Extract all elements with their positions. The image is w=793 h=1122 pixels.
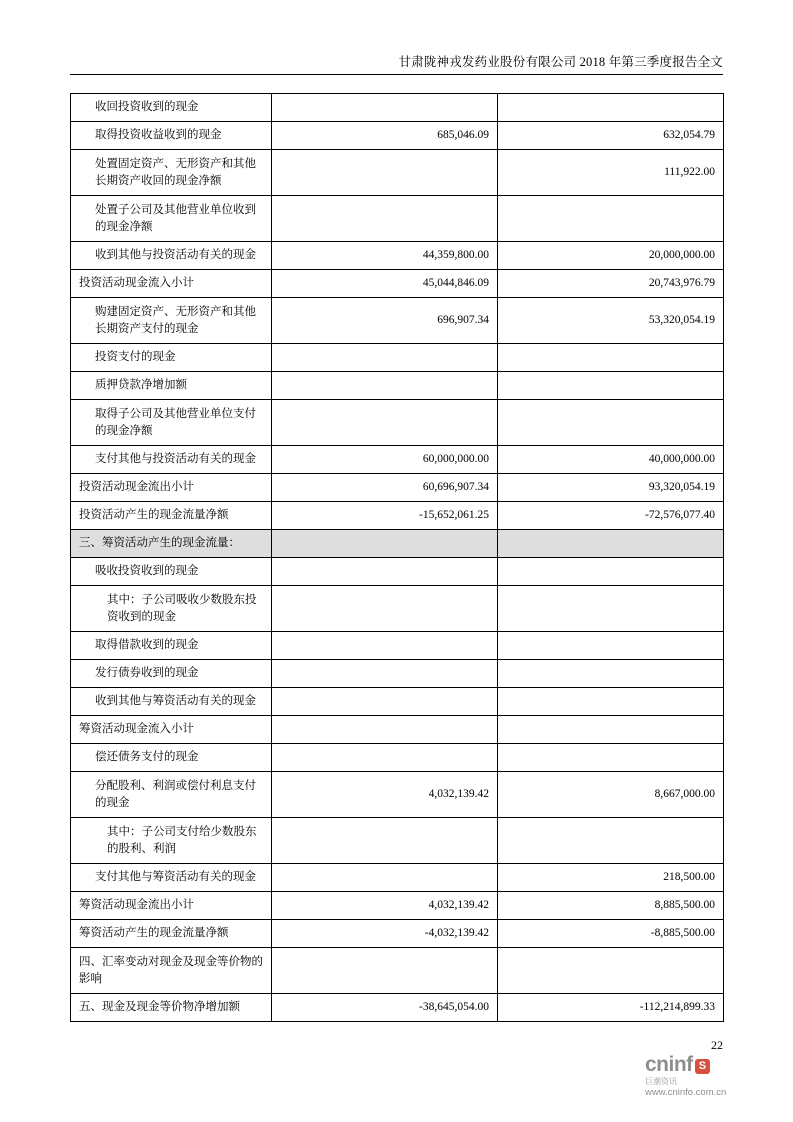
cash-flow-table-body	[71, 94, 724, 1022]
row-value-current	[272, 150, 498, 196]
row-value-prior	[498, 632, 724, 660]
row-label: 筹资活动现金流出小计	[71, 892, 272, 920]
row-label: 四、汇率变动对现金及现金等价物的影响	[71, 948, 272, 994]
row-label: 其中：子公司吸收少数股东投资收到的现金	[71, 586, 272, 632]
row-label: 五、现金及现金等价物净增加额	[71, 994, 272, 1022]
cninfo-logo	[645, 1054, 757, 1100]
row-label: 筹资活动现金流入小计	[71, 716, 272, 744]
logo-brand	[645, 1054, 757, 1076]
row-label: 取得借款收到的现金	[71, 632, 272, 660]
row-value-prior	[498, 196, 724, 242]
row-value-current	[272, 530, 498, 558]
row-label: 投资活动现金流出小计	[71, 474, 272, 502]
row-label: 投资支付的现金	[71, 344, 272, 372]
row-value-current	[272, 948, 498, 994]
row-value-current: 45,044,846.09	[272, 270, 498, 298]
row-value-current: 44,359,800.00	[272, 242, 498, 270]
row-value-current	[272, 744, 498, 772]
row-value-prior	[498, 660, 724, 688]
row-value-prior: 632,054.79	[498, 122, 724, 150]
row-value-current: 4,032,139.42	[272, 772, 498, 818]
table-row	[71, 474, 724, 502]
row-value-prior: 8,885,500.00	[498, 892, 724, 920]
table-row	[71, 744, 724, 772]
row-label: 质押贷款净增加额	[71, 372, 272, 400]
row-value-prior	[498, 94, 724, 122]
table-row	[71, 530, 724, 558]
row-label: 投资活动产生的现金流量净额	[71, 502, 272, 530]
row-value-current: -4,032,139.42	[272, 920, 498, 948]
row-label: 发行债券收到的现金	[71, 660, 272, 688]
table-row	[71, 122, 724, 150]
row-label: 筹资活动产生的现金流量净额	[71, 920, 272, 948]
row-value-prior	[498, 558, 724, 586]
row-label: 处置子公司及其他营业单位收到的现金净额	[71, 196, 272, 242]
row-value-current	[272, 196, 498, 242]
row-value-current: 685,046.09	[272, 122, 498, 150]
row-value-current	[272, 94, 498, 122]
table-row	[71, 270, 724, 298]
row-value-current: -15,652,061.25	[272, 502, 498, 530]
row-value-current	[272, 864, 498, 892]
row-value-prior	[498, 530, 724, 558]
row-value-prior: 20,743,976.79	[498, 270, 724, 298]
row-value-current	[272, 372, 498, 400]
row-value-current: 60,696,907.34	[272, 474, 498, 502]
row-label: 购建固定资产、无形资产和其他长期资产支付的现金	[71, 298, 272, 344]
row-value-prior: -72,576,077.40	[498, 502, 724, 530]
row-label: 其中：子公司支付给少数股东的股利、利润	[71, 818, 272, 864]
row-label: 收回投资收到的现金	[71, 94, 272, 122]
row-label: 偿还债务支付的现金	[71, 744, 272, 772]
row-value-prior	[498, 344, 724, 372]
table-row	[71, 94, 724, 122]
row-value-current	[272, 688, 498, 716]
table-row	[71, 892, 724, 920]
row-value-prior	[498, 948, 724, 994]
row-label: 处置固定资产、无形资产和其他长期资产收回的现金净额	[71, 150, 272, 196]
row-value-current	[272, 660, 498, 688]
logo-mark-icon: S	[695, 1059, 710, 1074]
row-value-current: 696,907.34	[272, 298, 498, 344]
row-label: 支付其他与筹资活动有关的现金	[71, 864, 272, 892]
table-row	[71, 660, 724, 688]
row-label: 支付其他与投资活动有关的现金	[71, 446, 272, 474]
row-value-prior: 218,500.00	[498, 864, 724, 892]
table-row	[71, 446, 724, 474]
row-label: 取得投资收益收到的现金	[71, 122, 272, 150]
row-label: 投资活动现金流入小计	[71, 270, 272, 298]
logo-brand-text: cninf	[645, 1053, 693, 1076]
row-value-prior	[498, 744, 724, 772]
row-value-current	[272, 716, 498, 744]
row-value-current	[272, 586, 498, 632]
row-value-prior	[498, 586, 724, 632]
table-row	[71, 586, 724, 632]
table-row	[71, 716, 724, 744]
table-row	[71, 920, 724, 948]
table-row	[71, 298, 724, 344]
row-value-prior	[498, 818, 724, 864]
row-value-prior: 53,320,054.19	[498, 298, 724, 344]
row-value-prior	[498, 372, 724, 400]
row-label: 三、筹资活动产生的现金流量：	[71, 530, 272, 558]
row-value-current	[272, 558, 498, 586]
row-value-current	[272, 400, 498, 446]
logo-url: www.cninfo.com.cn	[645, 1087, 727, 1098]
table-row	[71, 558, 724, 586]
logo-cn-name: 巨潮资讯	[645, 1077, 677, 1086]
table-row	[71, 864, 724, 892]
row-value-current	[272, 632, 498, 660]
row-value-current: 60,000,000.00	[272, 446, 498, 474]
table-row	[71, 632, 724, 660]
row-label: 吸收投资收到的现金	[71, 558, 272, 586]
row-label: 分配股利、利润或偿付利息支付的现金	[71, 772, 272, 818]
row-value-prior: -112,214,899.33	[498, 994, 724, 1022]
row-value-prior	[498, 716, 724, 744]
table-row	[71, 772, 724, 818]
table-row	[71, 400, 724, 446]
table-row	[71, 344, 724, 372]
row-value-prior: 93,320,054.19	[498, 474, 724, 502]
row-value-current: -38,645,054.00	[272, 994, 498, 1022]
table-row	[71, 196, 724, 242]
row-label: 收到其他与投资活动有关的现金	[71, 242, 272, 270]
header-divider	[70, 74, 723, 75]
table-row	[71, 150, 724, 196]
table-row	[71, 948, 724, 994]
row-value-prior: 20,000,000.00	[498, 242, 724, 270]
row-value-prior: 111,922.00	[498, 150, 724, 196]
row-value-prior: 8,667,000.00	[498, 772, 724, 818]
row-value-prior: -8,885,500.00	[498, 920, 724, 948]
cash-flow-table	[70, 93, 724, 1022]
table-row	[71, 818, 724, 864]
row-label: 取得子公司及其他营业单位支付的现金净额	[71, 400, 272, 446]
row-label: 收到其他与筹资活动有关的现金	[71, 688, 272, 716]
table-row	[71, 994, 724, 1022]
row-value-current	[272, 344, 498, 372]
row-value-prior	[498, 400, 724, 446]
row-value-prior	[498, 688, 724, 716]
table-row	[71, 242, 724, 270]
page-number: 22	[711, 1038, 723, 1052]
table-row	[71, 372, 724, 400]
page-header: 甘肃陇神戎发药业股份有限公司 2018 年第三季度报告全文	[398, 55, 723, 69]
table-row	[71, 502, 724, 530]
table-row	[71, 688, 724, 716]
row-value-prior: 40,000,000.00	[498, 446, 724, 474]
row-value-current: 4,032,139.42	[272, 892, 498, 920]
row-value-current	[272, 818, 498, 864]
